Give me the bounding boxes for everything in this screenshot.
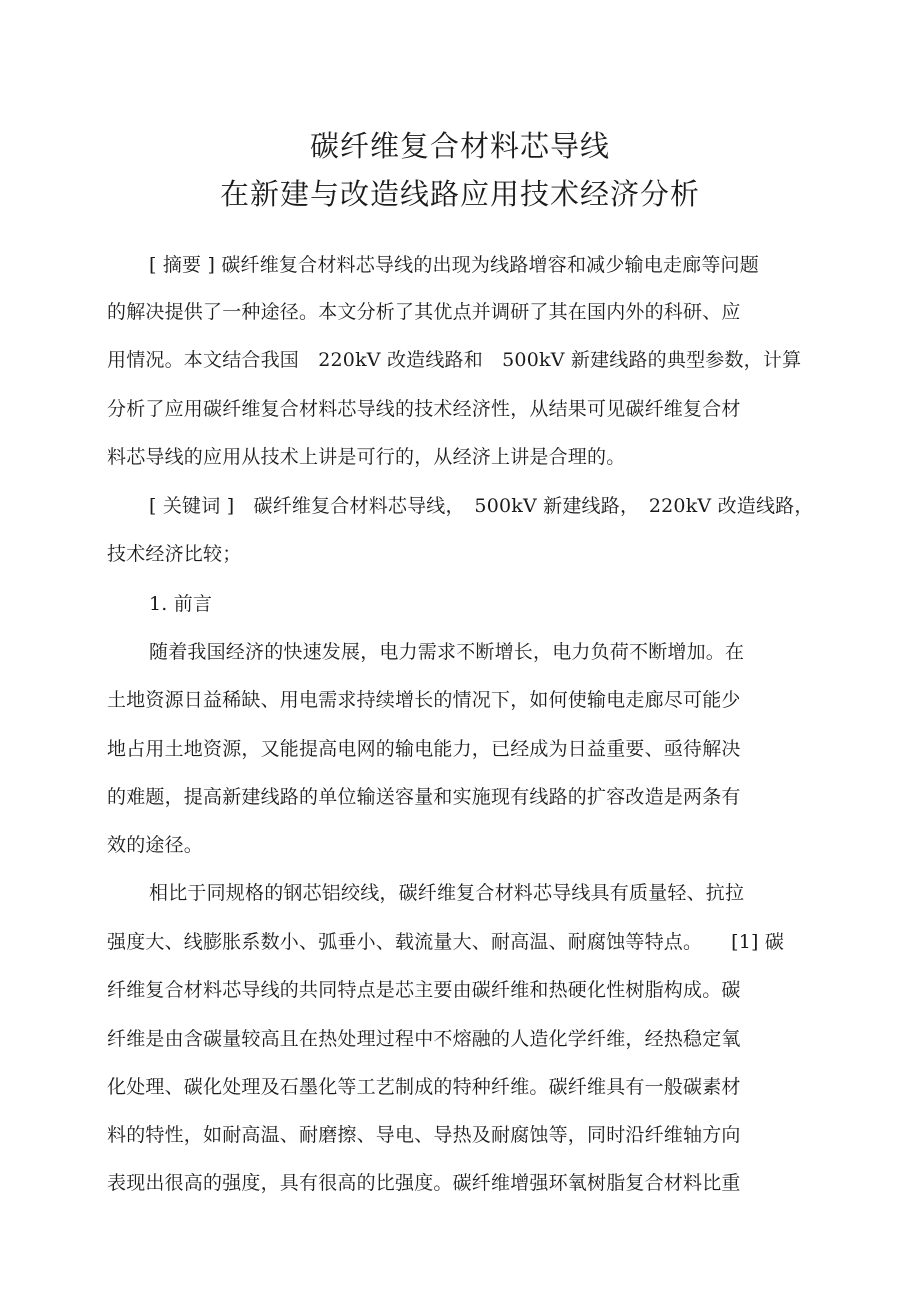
abstract-line: 的解决提供了一种途径。本文分析了其优点并调研了其在国内外的科研、应 <box>107 301 741 323</box>
title-line-2: 在新建与改造线路应用技术经济分析 <box>219 177 700 211</box>
abstract-line: [ 摘要 ] 碳纤维复合材料芯导线的出现为线路增容和减少输电走廊等问题 <box>149 254 759 276</box>
paragraph-line: 土地资源日益稀缺、用电需求持续增长的情况下，如何使输电走廊尽可能少 <box>107 689 741 711</box>
paragraph-line: 纤维是由含碳量较高且在热处理过程中不熔融的人造化学纤维，经热稳定氧 <box>107 1028 741 1050</box>
abstract-line: 料芯导线的应用从技术上讲是可行的，从经济上讲是合理的。 <box>107 446 626 468</box>
paragraph-line: 强度大、线膨胀系数小、弧垂小、载流量大、耐高温、耐腐蚀等特点。 [1] 碳 <box>107 931 785 953</box>
abstract-line: 分析了应用碳纤维复合材料芯导线的技术经济性，从结果可见碳纤维复合材 <box>107 398 741 420</box>
abstract-line: 用情况。本文结合我国 220kV 改造线路和 500kV 新建线路的典型参数，计算 <box>107 349 802 371</box>
paragraph-line: 效的途径。 <box>107 834 204 856</box>
paragraph-line: 表现出很高的强度，具有很高的比强度。碳纤维增强环氧树脂复合材料比重 <box>107 1172 741 1194</box>
keywords-line: 技术经济比较； <box>107 543 242 565</box>
title-line-1: 碳纤维复合材料芯导线 <box>309 129 610 163</box>
keywords-line: [ 关键词 ] 碳纤维复合材料芯导线， 500kV 新建线路， 220kV 改造线路， <box>149 495 814 517</box>
paragraph-line: 化处理、碳化处理及石墨化等工艺制成的特种纤维。碳纤维具有一般碳素材 <box>107 1076 741 1098</box>
paragraph-line: 的难题，提高新建线路的单位输送容量和实施现有线路的扩容改造是两条有 <box>107 786 741 808</box>
paragraph-line: 料的特性，如耐高温、耐磨擦、导电、导热及耐腐蚀等，同时沿纤维轴方向 <box>107 1124 741 1146</box>
paragraph-line: 随着我国经济的快速发展，电力需求不断增长，电力负荷不断增加。在 <box>149 641 745 663</box>
paragraph-line: 纤维复合材料芯导线的共同特点是芯主要由碳纤维和热硬化性树脂构成。碳 <box>107 979 741 1001</box>
paragraph-line: 相比于同规格的钢芯铝绞线，碳纤维复合材料芯导线具有质量轻、抗拉 <box>149 882 745 904</box>
section-heading: 1. 前言 <box>149 593 213 615</box>
paragraph-line: 地占用土地资源，又能提高电网的输电能力，已经成为日益重要、亟待解决 <box>107 738 741 760</box>
